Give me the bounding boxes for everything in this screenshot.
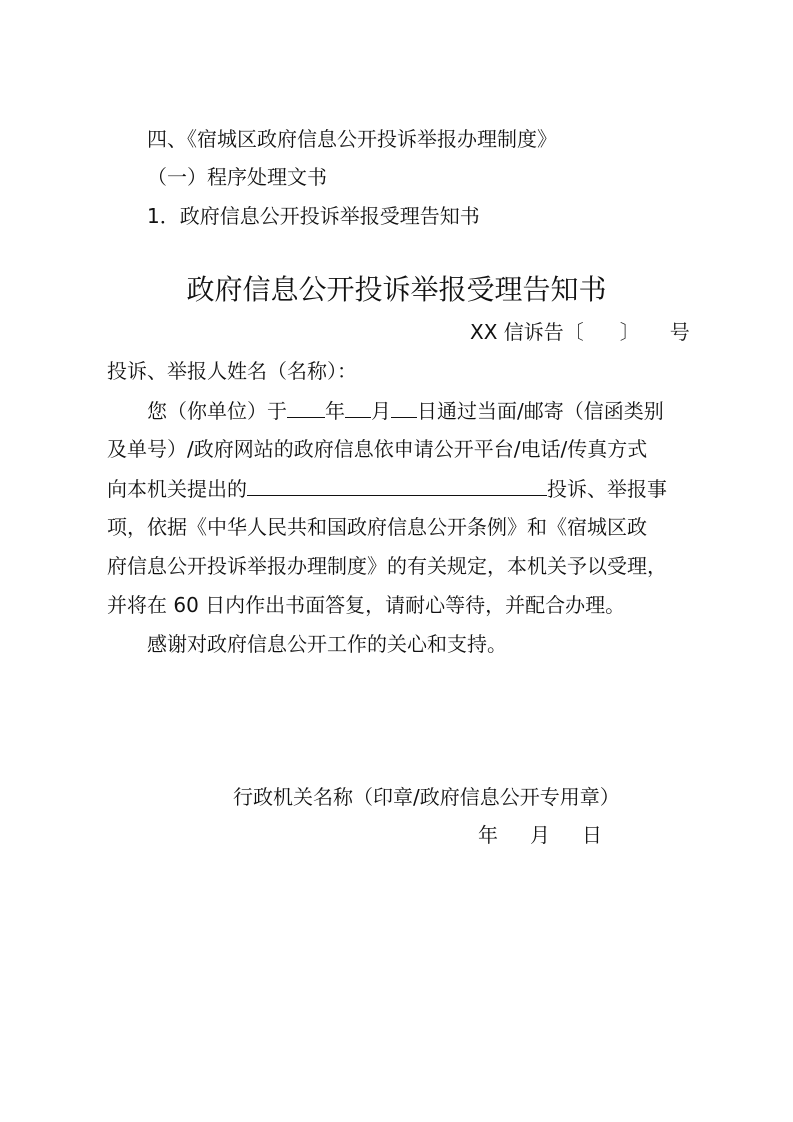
- section-heading: 四、《宿城区政府信息公开投诉举报办理制度》: [147, 127, 557, 151]
- year-label: 年: [325, 399, 345, 423]
- body-line-5: 府信息公开投诉举报办理制度》的有关规定，本机关予以受理，: [107, 554, 667, 578]
- subsection-heading: （一）程序处理文书: [147, 165, 327, 189]
- item-heading: 1．政府信息公开投诉举报受理告知书: [147, 204, 480, 228]
- month-label: 月: [371, 399, 391, 423]
- body-line-2: 及单号）/政府网站的政府信息依申请公开平台/电话/传真方式: [107, 437, 648, 461]
- reference-number: [470, 320, 690, 344]
- body-line-1-start: 您（你单位）于: [147, 399, 287, 423]
- month-blank: [345, 398, 371, 418]
- complaint-matter-blank: [247, 476, 547, 496]
- reference-suffix: 号: [669, 320, 690, 344]
- addressee-line: 投诉、举报人姓名（名称）：: [107, 359, 357, 383]
- body-line-3-end: 投诉、举报事: [547, 477, 667, 501]
- reference-close: 〕: [619, 320, 640, 344]
- body-line-3: [107, 476, 667, 501]
- date-line: [478, 823, 602, 847]
- body-line-4: 项，依据《中华人民共和国政府信息公开条例》和《宿城区政: [107, 515, 647, 539]
- body-line-1-end: 日通过当面/邮寄（信函类别: [417, 399, 664, 423]
- notice-title: 政府信息公开投诉举报受理告知书: [186, 273, 607, 306]
- body-line-1: [147, 398, 664, 423]
- day-blank: [391, 398, 417, 418]
- reference-prefix: XX 信诉告〔: [470, 320, 584, 344]
- thanks-line: 感谢对政府信息公开工作的关心和支持。: [147, 632, 507, 656]
- date-day-label: 日: [582, 823, 602, 847]
- body-line-3-start: 向本机关提出的: [107, 477, 247, 501]
- body-line-6: 并将在 60 日内作出书面答复，请耐心等待，并配合办理。: [107, 593, 626, 617]
- signature-line: 行政机关名称（印章/政府信息公开专用章）: [233, 785, 620, 809]
- date-year-label: 年: [478, 823, 498, 847]
- year-blank: [287, 398, 325, 418]
- date-month-label: 月: [530, 823, 550, 847]
